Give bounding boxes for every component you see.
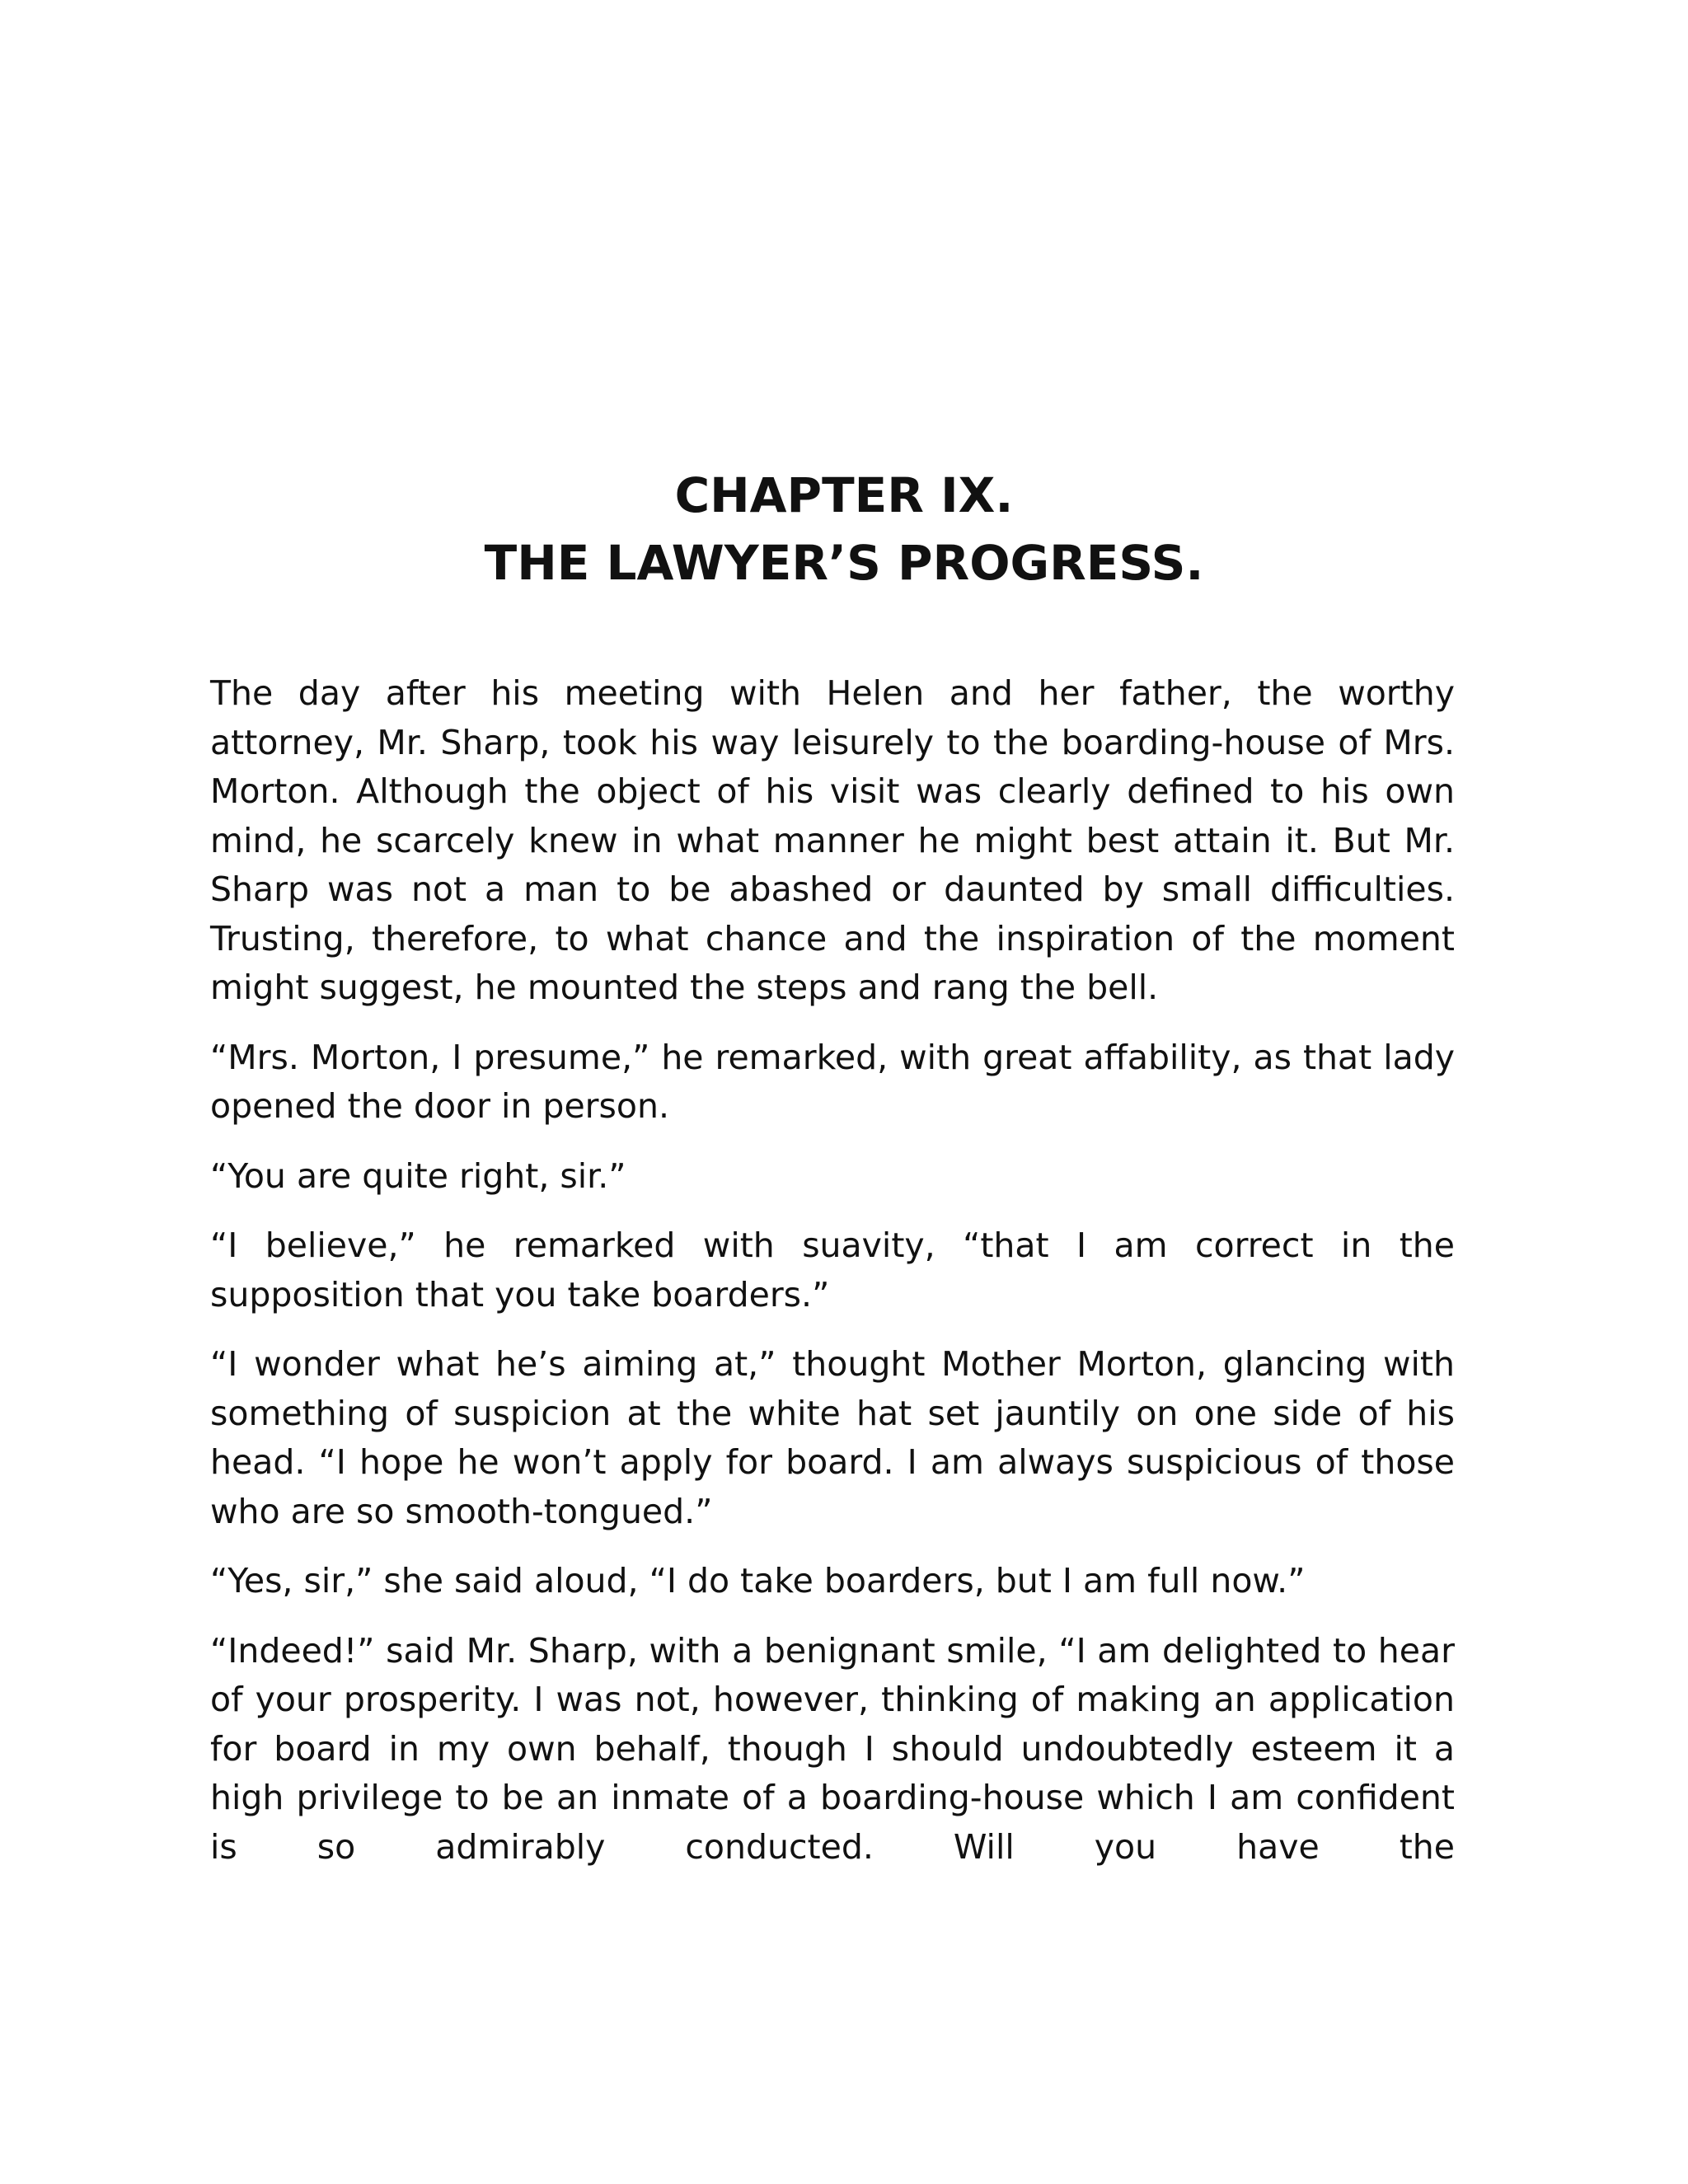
chapter-title: THE LAWYER’S PROGRESS. (484, 535, 1204, 591)
paragraph: “Indeed!” said Mr. Sharp, with a benignant smile, “I am delighted to hear of your prosperity. I was not, however, thinking of making an application for board in my own behalf, though I should undoubtedly esteem it a high privilege to be an inmate of a boarding-house which I am confident is so admirably conducted. Will you have the (210, 1630, 1455, 1867)
paragraph: “I wonder what he’s aiming at,” thought Mother Morton, glancing with something of suspicion at the white hat set jauntily on one side of his head. “I hope he won’t apply for board. I am always suspicious of those who are so smooth-tongued.” (210, 1344, 1455, 1531)
paragraph: “Mrs. Morton, I presume,” he remarked, with great affability, as that lady opened the door in person. (210, 1037, 1455, 1126)
paragraph: “Yes, sir,” she said aloud, “I do take boarders, but I am full now.” (210, 1561, 1306, 1601)
paragraph: “I believe,” he remarked with suavity, “that I am correct in the supposition that you take boarders.” (210, 1226, 1455, 1315)
chapter-body (210, 669, 1455, 1892)
chapter-number: CHAPTER IX. (674, 467, 1014, 523)
chapter-heading (0, 462, 1688, 597)
paragraph: “You are quite right, sir.” (210, 1155, 626, 1196)
paragraph: The day after his meeting with Helen and her father, the worthy attorney, Mr. Sharp, took his way leisurely to the boarding-house of Mrs. Morton. Although the object of his visit was clearly defined to his own mind, he scarcely knew in what manner he might best attain it. But Mr. Sharp was not a man to be abashed or daunted by small difficulties. Trusting, therefore, to what chance and the inspiration of the moment might suggest, he mounted the steps and rang the bell. (210, 673, 1455, 1007)
